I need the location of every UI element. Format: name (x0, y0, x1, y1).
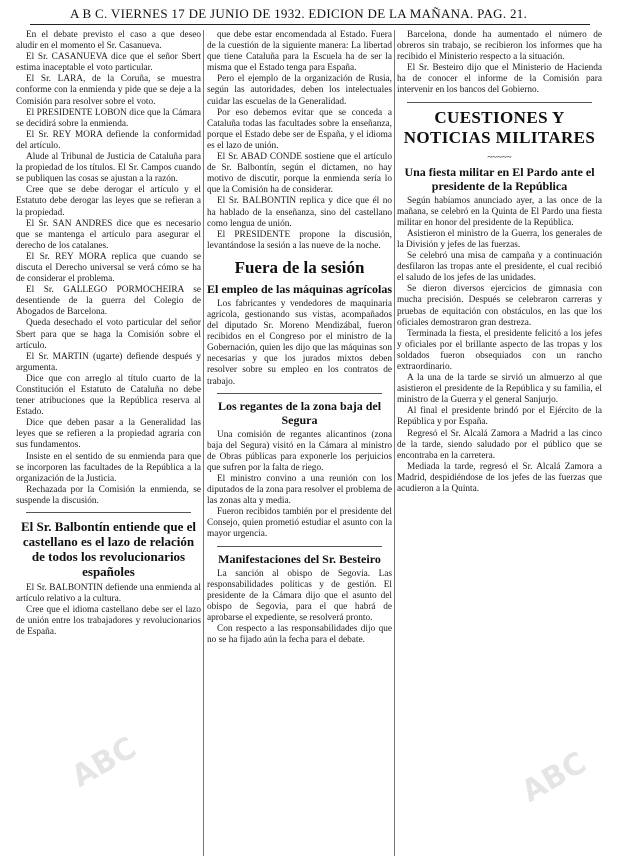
paragraph: Mediada la tarde, regresó el Sr. Alcalá Zamora a Madrid, despidiéndose de los jefes de las fuerzas que acudieron a la Quinta. (397, 461, 602, 494)
paragraph: Los fabricantes y vendedores de maquinaria agrícola, gestionando sus vistas, acompañados del diputado Sr. Moreno Mendizábal, fueron recibidos en el Congreso por el ministro de la Gobernación, quien les dijo que las máquinas son necesarias y que los jurados mixtos deben resolver sobre su empleo en los contratos de trabajo. (207, 298, 392, 387)
paragraph: Se dieron diversos ejercicios de gimnasia con mucha precisión. Después se celebraron carreras y pruebas de equitación con obstáculos, en las que los oficiales demostraron gran destreza. (397, 284, 602, 328)
paragraph: El Sr. CASANUEVA dice que el señor Sbert estima inaceptable el voto particular. (16, 52, 201, 74)
paragraph: La sanción al obispo de Segovia. Las responsabilidades políticas y de gestión. El presidente de la Cámara dijo que el asunto del obispo de Segovia, para el que habrá de aprobarse el expediente, se resolverá pronto. (207, 568, 392, 623)
ornament-divider: ~~~~~ (487, 151, 512, 162)
column-1 (16, 30, 201, 860)
paragraph: Terminada la fiesta, el presidente felicitó a los jefes y oficiales por el brillante aspecto de las tropas y los soldados fueron obsequiados con un rancho extraordinario. (397, 328, 602, 372)
column-rule (394, 30, 395, 856)
column-3 (397, 30, 602, 860)
section-divider (217, 546, 382, 547)
headline: El empleo de las máquinas agrícolas (207, 281, 392, 296)
headline: Una fiesta militar en El Pardo ante el presidente de la República (404, 164, 595, 193)
paragraph: El Sr. SAN ANDRES dice que es necesario que se mantenga el artículo para asegurar el derecho de los catalanes. (16, 218, 201, 251)
paragraph: Barcelona, donde ha aumentado el número de obreros sin trabajo, se recibieron los informes que ha recibido el Ministerio respecto a la situación. (397, 30, 602, 63)
paragraph: El Sr. REY MORA defiende la conformidad del artículo. (16, 129, 201, 151)
section-divider (26, 512, 191, 513)
paragraph: que debe estar encomendada al Estado. Fuera de la cuestión de la siguiente manera: La libertad que tiene Cataluña para la Escuela ha de ser la misma que el Estado tenga para España. (207, 30, 392, 74)
paragraph: Al final el presidente brindó por el Ejército de la República y por España. (397, 406, 602, 428)
paragraph: El Sr. BALBONTIN defiende una enmienda al artículo relativo a la cultura. (16, 583, 201, 605)
paragraph: Rechazada por la Comisión la enmienda, se suspende la discusión. (16, 484, 201, 506)
paragraph: El Sr. LARA, de la Coruña, se muestra conforme con la enmienda y pide que se deje a la Comisión para resolver sobre el voto. (16, 74, 201, 107)
paragraph: El Sr. Besteiro dijo que el Ministerio de Hacienda ha de conocer el informe de la Comisión para intervenir en los bancos del Gobierno. (397, 63, 602, 96)
paragraph: Cree que el idioma castellano debe ser el lazo de unión entre los trabajadores y revolucionarios de España. (16, 605, 201, 638)
column-2 (207, 30, 392, 860)
column-rule (203, 30, 204, 856)
paragraph: El Sr. GALLEGO PORMOCHEIRA se desentiende de la guerra del Colegio de Abogados de Barcelona. (16, 285, 201, 318)
paragraph: Asistieron el ministro de la Guerra, los generales de la División y jefes de las fuerzas. (397, 228, 602, 250)
paragraph: El Sr. ABAD CONDE sostiene que el artículo de Sr. Balbontín, según el dictamen, no hay motivo de discutir, porque la enmienda sería lo que la Comisión ha de considerar. (207, 152, 392, 196)
paragraph: Pero el ejemplo de la organización de Rusia, según las autoridades, deben los intelectuales cuidar las escuelas de la Generalidad. (207, 74, 392, 107)
paragraph: El Sr. MARTIN (ugarte) defiende después y argumenta. (16, 351, 201, 373)
paragraph: Según habíamos anunciado ayer, a las once de la mañana, se celebró en la Quinta de El Pardo una fiesta militar en honor del presidente de la República. (397, 195, 602, 228)
header-title: A B C. VIERNES 17 DE JUNIO DE 1932. EDICION DE LA MAÑANA. PAG. 21. (70, 6, 528, 21)
section-title: CUESTIONES Y NOTICIAS MILITARES (403, 107, 596, 147)
headline: Los regantes de la zona baja del Segura (217, 398, 382, 427)
headline: El Sr. Balbontín entiende que el castellano es el lazo de relación de todos los revolucionarios españoles (20, 519, 197, 580)
paragraph: Se celebró una misa de campaña y a continuación desfilaron las tropas ante el presidente, el cual recibió el saludo de los jefes de las unidades. (397, 251, 602, 284)
section-divider (217, 393, 382, 394)
page-header (30, 6, 590, 25)
section-divider (407, 102, 592, 103)
paragraph: El Sr. REY MORA replica que cuando se discuta el Derecho universal se verá cómo se ha de considerar el problema. (16, 251, 201, 285)
paragraph: En el debate previsto el caso a que deseo aludir en el momento el Sr. Casanueva. (16, 30, 201, 52)
paragraph: Regresó el Sr. Alcalá Zamora a Madrid a las cinco de la tarde, siendo saludado por el público que se encontraba en la carretera. (397, 428, 602, 461)
paragraph: Con respecto a las responsabilidades dijo que no se ha fijado aún la fecha para el debate. (207, 624, 392, 646)
paragraph: Queda desechado el voto particular del señor Sbert para que se haga la Comisión sobre el artículo. (16, 318, 201, 351)
paragraph: El PRESIDENTE propone la discusión, levantándose la sesión a las nueve de la noche. (207, 229, 392, 251)
paragraph: Fueron recibidos también por el presidente del Consejo, quien prometió estudiar el asunto con la mayor urgencia. (207, 507, 392, 540)
paragraph: Dice que con arreglo al título cuarto de la Constitución el Estatuto de Cataluña no debe tener atribuciones que la República reserva al Estado. (16, 373, 201, 418)
paragraph: Alude al Tribunal de Justicia de Cataluña para la propiedad de los títulos. El Sr. Campos cuando se publiquen las cosas se ajustan a la razón. (16, 152, 201, 185)
paragraph: Insiste en el sentido de su enmienda para que se incorporen las facultades de la República a la organización de la Justicia. (16, 451, 201, 484)
headline: Manifestaciones del Sr. Besteiro (218, 551, 381, 566)
paragraph: Por eso debemos evitar que se conceda a Cataluña todas las facultades sobre la enseñanza, porque el Estado debe ser de España, y el idioma es el lazo de unión. (207, 107, 392, 151)
paragraph: El PRESIDENTE LOBON dice que la Cámara se decidirá sobre la enmienda. (16, 107, 201, 129)
abc-watermark: ABC (65, 730, 143, 795)
paragraph: Una comisión de regantes alicantinos (zona baja del Segura) visitó en la Cámara al ministro de Obras públicas para exponerle los perjuicios que sufren por la falta de riego. (207, 429, 392, 473)
paragraph: Dice que deben pasar a la Generalidad las leyes que se refieren a la propiedad agraria con sus fundamentos. (16, 418, 201, 451)
section-title: Fuera de la sesión (234, 257, 365, 277)
paragraph: A la una de la tarde se sirvió un almuerzo al que asistieron el presidente de la República y su familia, el ministro de la Guerra y el general Sanjurjo. (397, 373, 602, 406)
paragraph: El Sr. BALBONTIN replica y dice que él no ha hablado de la enseñanza, sino del castellano como lengua de unión. (207, 196, 392, 229)
abc-watermark: ABC (515, 745, 593, 810)
paragraph: El ministro convino a una reunión con los diputados de la zona para resolver el problema de las zonas alta y media. (207, 474, 392, 507)
paragraph: Cree que se debe derogar el artículo y el Estatuto debe derogar las leyes que se refieran a la propiedad. (16, 185, 201, 218)
